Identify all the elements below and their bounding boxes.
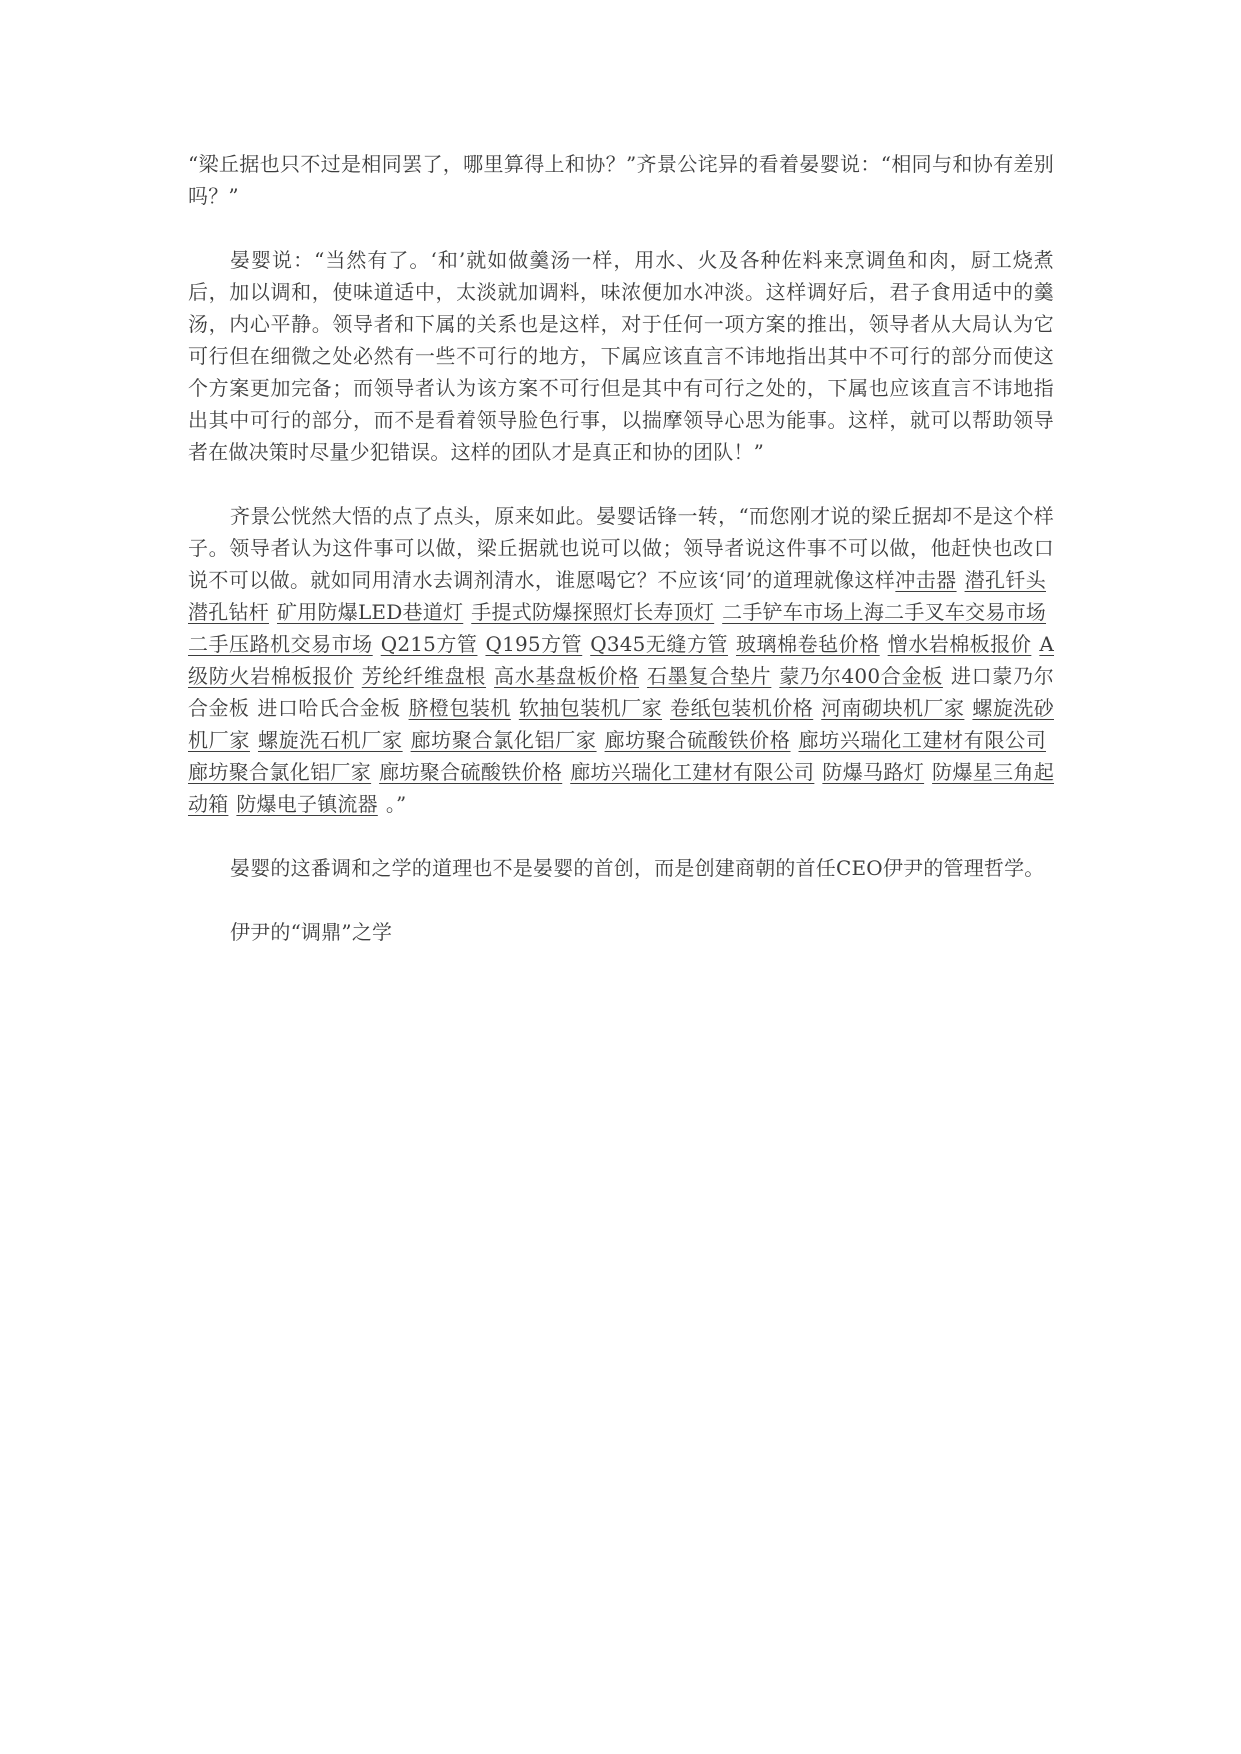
paragraph-4: 晏婴的这番调和之学的道理也不是晏婴的首创，而是创建商朝的首任CEO伊尹的管理哲学。: [230, 856, 1045, 880]
keyword-link[interactable]: 矿用防爆LED巷道灯: [276, 600, 464, 624]
section-heading: 伊尹的“调鼎”之学: [230, 920, 393, 944]
keyword-link[interactable]: 卷纸包装机价格: [670, 696, 814, 720]
keyword-text: 进口蒙乃尔合金板: [188, 664, 1054, 720]
keyword-link[interactable]: 潜孔钻杆: [188, 600, 269, 624]
keyword-link[interactable]: 石墨复合垫片: [647, 664, 772, 688]
keyword-link[interactable]: 潜孔钎头: [964, 568, 1046, 592]
keyword-link[interactable]: 二手铲车市场上海二手叉车交易市场: [722, 600, 1047, 624]
keyword-link[interactable]: 憎水岩棉板报价: [887, 632, 1032, 656]
keyword-link[interactable]: 螺旋洗石机厂家: [257, 728, 403, 752]
keyword-link[interactable]: Q215方管: [380, 632, 478, 656]
paragraph-1: “梁丘据也只不过是相同罢了，哪里算得上和协？”齐景公诧异的看着晏婴说：“相同与和协有差别吗？”: [188, 152, 1054, 208]
keyword-link[interactable]: 软抽包装机厂家: [518, 696, 663, 720]
keyword-link[interactable]: 廊坊聚合硫酸铁价格: [604, 728, 791, 752]
paragraph-2: 晏婴说：“当然有了。‘和’就如做羹汤一样，用水、火及各种佐料来烹调鱼和肉，厨工烧煮后，加以调和，使味道适中，太淡就加调料，味浓便加水冲淡。这样调好后，君子食用适中的羹汤，内心平静。领导者和下属的关系也是这样，对于任何一项方案的推出，领导者从大局认为它可行但在细微之处必然有一些不可行的地方，下属应该直言不讳地指出其中不可行的部分而使这个方案更加完备；而领导者认为该方案不可行但是其中有可行之处的，下属也应该直言不讳地指出其中可行的部分，而不是看着领导脸色行事，以揣摩领导心思为能事。这样，就可以帮助领导者在做决策时尽量少犯错误。这样的团队才是真正和协的团队！”: [188, 248, 1054, 464]
keyword-link[interactable]: A级防火岩棉板报价: [188, 632, 1055, 688]
keyword-link[interactable]: Q345无缝方管: [590, 632, 729, 656]
paragraph-3-end: 。”: [385, 792, 407, 816]
keyword-link[interactable]: 廊坊聚合硫酸铁价格: [379, 760, 563, 784]
keyword-link[interactable]: 螺旋洗砂机厂家: [188, 696, 1054, 752]
keyword-link[interactable]: 廊坊聚合氯化铝厂家: [188, 760, 372, 784]
keyword-link[interactable]: 二手压路机交易市场: [188, 632, 373, 656]
keyword-link[interactable]: 廊坊兴瑞化工建材有限公司: [570, 760, 815, 784]
keyword-link[interactable]: 防爆电子镇流器: [236, 792, 378, 816]
keyword-link[interactable]: 手提式防爆探照灯长寿顶灯: [471, 600, 715, 624]
keyword-link[interactable]: 防爆星三角起动箱: [188, 760, 1055, 816]
keyword-link[interactable]: 防爆马路灯: [822, 760, 925, 784]
keyword-link[interactable]: 廊坊兴瑞化工建材有限公司: [798, 728, 1046, 752]
keyword-link[interactable]: 蒙乃尔400合金板: [779, 664, 943, 688]
keyword-link[interactable]: 冲击器: [895, 568, 957, 592]
keyword-link[interactable]: 玻璃棉卷毡价格: [736, 632, 880, 656]
article-body: [188, 148, 1054, 980]
paragraph-3-text: 齐景公恍然大悟的点了点头，原来如此。晏婴话锋一转，“而您刚才说的梁丘据却不是这个样子。领导者认为这件事可以做，梁丘据就也说可以做；领导者说这件事不可以做，他赶快也改口说不可以做。就如同用清水去调剂清水，谁愿喝它？不应该‘同’的道理就像这样: [188, 504, 1054, 592]
keyword-link[interactable]: 河南砌块机厂家: [821, 696, 965, 720]
paragraph-3: [188, 500, 1054, 820]
keyword-text: 进口哈氏合金板: [257, 696, 401, 720]
keyword-link[interactable]: 芳纶纤维盘根: [361, 664, 487, 688]
keyword-link[interactable]: Q195方管: [485, 632, 583, 656]
keyword-link-list: [188, 568, 1054, 816]
keyword-link[interactable]: 廊坊聚合氯化铝厂家: [410, 728, 597, 752]
keyword-link[interactable]: 脐橙包装机: [408, 696, 511, 720]
keyword-link[interactable]: 高水基盘板价格: [494, 664, 640, 688]
